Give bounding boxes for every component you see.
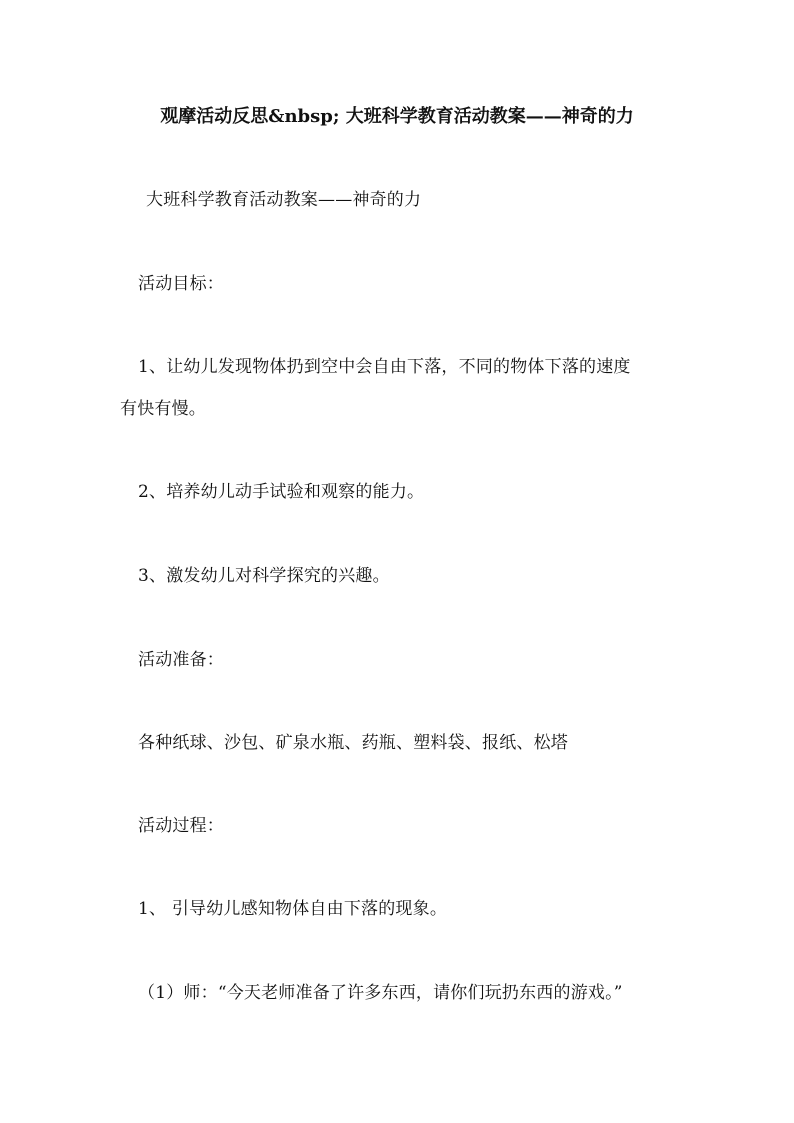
document-title: 观摩活动反思&nbsp; 大班科学教育活动教案——神奇的力 bbox=[160, 106, 634, 127]
goal-1-line-1: 1、让幼儿发现物体扔到空中会自由下落，不同的物体下落的速度 bbox=[138, 357, 631, 377]
goal-3: 3、激发幼儿对科学探究的兴趣。 bbox=[138, 566, 390, 586]
step-1-1: （1）师：“今天老师准备了许多东西，请你们玩扔东西的游戏。” bbox=[138, 983, 623, 1003]
process-heading: 活动过程： bbox=[138, 816, 224, 836]
prep-items: 各种纸球、沙包、矿泉水瓶、药瓶、塑料袋、报纸、松塔 bbox=[138, 733, 568, 753]
goals-heading: 活动目标： bbox=[138, 274, 224, 294]
prep-heading: 活动准备： bbox=[138, 650, 224, 670]
goal-1-line-2: 有快有慢。 bbox=[120, 399, 206, 419]
step-1: 1、 引导幼儿感知物体自由下落的现象。 bbox=[138, 899, 448, 919]
goal-2: 2、培养幼儿动手试验和观察的能力。 bbox=[138, 482, 425, 502]
document-subtitle: 大班科学教育活动教案——神奇的力 bbox=[146, 190, 422, 210]
